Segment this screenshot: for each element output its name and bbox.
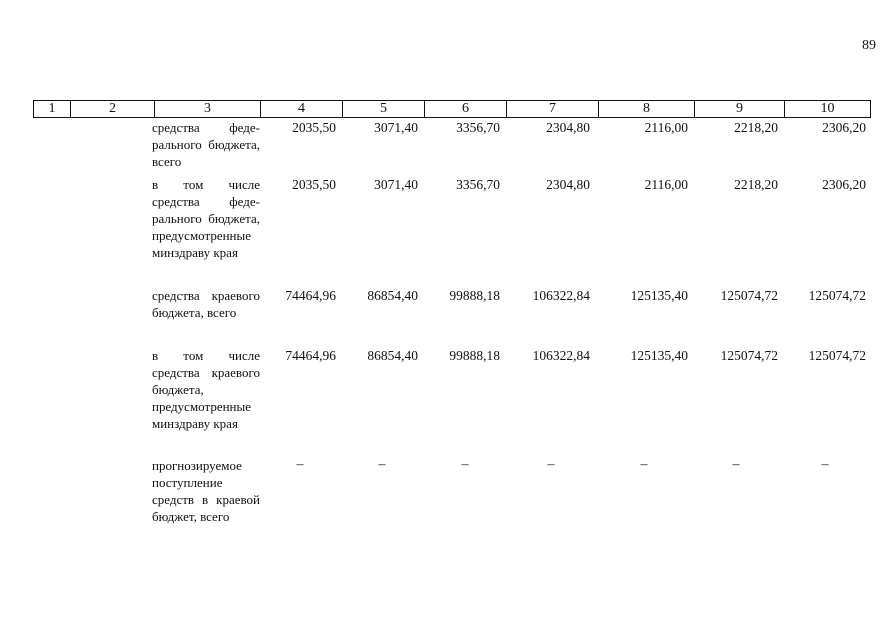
row-5-description: прогнозируемое поступление средств в краевой бюджет, всего: [152, 458, 260, 524]
row-4-col-5: 86854,40: [367, 348, 418, 363]
row-1-col-10: 2306,20: [822, 120, 866, 135]
table-header-row: [33, 100, 871, 118]
page-number: 89: [862, 38, 876, 53]
row-4-col-4: 74464,96: [285, 348, 336, 363]
row-2-col-10: 2306,20: [822, 177, 866, 192]
row-4-col-7: 106322,84: [532, 348, 590, 363]
header-cell-9: 9: [694, 101, 784, 117]
row-3-col-6: 99888,18: [449, 288, 500, 303]
row-2-col-9: 2218,20: [734, 177, 778, 192]
row-3-col-10: 125074,72: [808, 288, 866, 303]
row-3-col-4: 74464,96: [285, 288, 336, 303]
row-4-col-6: 99888,18: [449, 348, 500, 363]
header-cell-4: 4: [260, 101, 342, 117]
row-4-col-10: 125074,72: [808, 348, 866, 363]
header-cell-8: 8: [598, 101, 694, 117]
row-2-col-6: 3356,70: [456, 177, 500, 192]
row-1-col-9: 2218,20: [734, 120, 778, 135]
row-3-col-5: 86854,40: [367, 288, 418, 303]
row-3-col-7: 106322,84: [532, 288, 590, 303]
row-1-col-4: 2035,50: [292, 120, 336, 135]
row-2-col-5: 3071,40: [374, 177, 418, 192]
row-3-col-8: 125135,40: [630, 288, 688, 303]
row-4-col-8: 125135,40: [630, 348, 688, 363]
header-cell-7: 7: [506, 101, 598, 117]
row-3-description: средства краевого бюджета, всего: [152, 288, 260, 320]
row-2-col-8: 2116,00: [644, 177, 688, 192]
header-cell-2: 2: [70, 101, 154, 117]
row-1-col-7: 2304,80: [546, 120, 590, 135]
row-5-col-8: –: [640, 457, 648, 472]
row-2-col-7: 2304,80: [546, 177, 590, 192]
row-2-col-4: 2035,50: [292, 177, 336, 192]
row-5-col-7: –: [547, 457, 555, 472]
row-1-col-6: 3356,70: [456, 120, 500, 135]
row-5-col-5: –: [378, 457, 386, 472]
row-3-col-9: 125074,72: [720, 288, 778, 303]
header-cell-5: 5: [342, 101, 424, 117]
header-cell-1: 1: [48, 101, 56, 116]
row-1-col-8: 2116,00: [644, 120, 688, 135]
header-cell-10: 10: [784, 101, 870, 117]
row-5-col-10: –: [821, 457, 829, 472]
row-5-col-6: –: [461, 457, 469, 472]
header-cell-6: 6: [424, 101, 506, 117]
row-4-col-9: 125074,72: [720, 348, 778, 363]
header-cell-3: 3: [154, 101, 260, 117]
row-1-col-5: 3071,40: [374, 120, 418, 135]
row-5-col-4: –: [296, 457, 304, 472]
row-2-description: в том числе средства федерального бюджета, предусмотренные минздраву края: [152, 177, 260, 260]
row-1-description: средства федерального бюджета, всего: [152, 120, 260, 169]
row-5-col-9: –: [732, 457, 740, 472]
row-4-description: в том числе средства краевого бюджета, предусмотренные минздраву края: [152, 348, 260, 431]
